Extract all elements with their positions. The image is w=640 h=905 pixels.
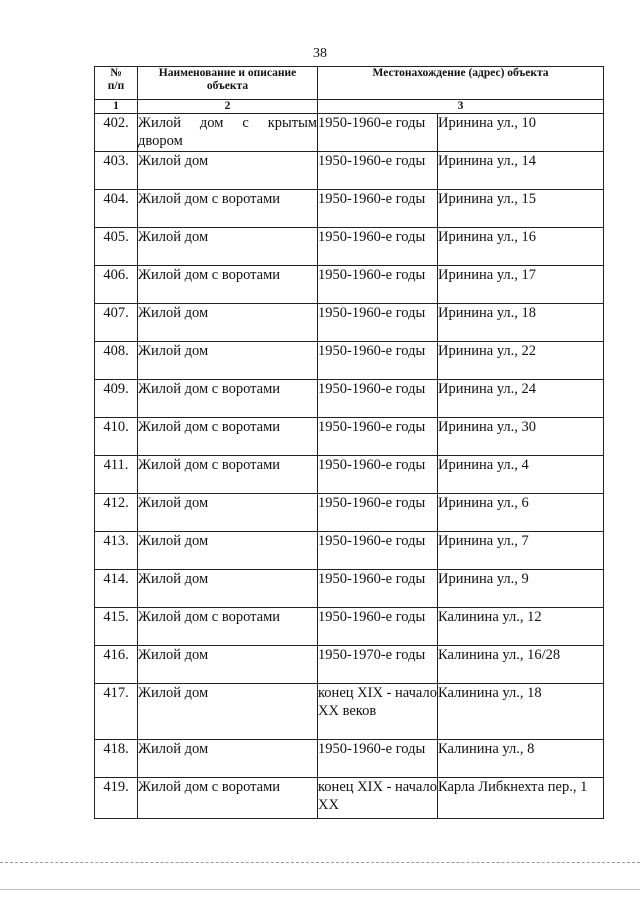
object-date: 1950-1960-е годы [318, 152, 438, 190]
object-date: 1950-1960-е годы [318, 532, 438, 570]
object-date: 1950-1960-е годы [318, 266, 438, 304]
table-row [95, 646, 604, 684]
object-name: Жилой дом [138, 740, 318, 778]
object-date: 1950-1960-е годы [318, 570, 438, 608]
header-col-name: Наименование и описание объекта [138, 67, 318, 100]
object-name: Жилой дом с крытым двором [138, 114, 318, 152]
object-name: Жилой дом с воротами [138, 608, 318, 646]
object-name: Жилой дом [138, 684, 318, 740]
table-row [95, 608, 604, 646]
table-row [95, 304, 604, 342]
object-address: Калинина ул., 12 [438, 608, 604, 646]
table-row [95, 684, 604, 740]
object-name: Жилой дом с воротами [138, 190, 318, 228]
row-number: 403. [95, 152, 138, 190]
object-address: Иринина ул., 22 [438, 342, 604, 380]
column-number-1: 1 [95, 100, 138, 114]
row-number: 409. [95, 380, 138, 418]
object-address: Карла Либкнехта пер., 1 [438, 778, 604, 819]
object-address: Иринина ул., 14 [438, 152, 604, 190]
object-address: Калинина ул., 16/28 [438, 646, 604, 684]
object-name: Жилой дом [138, 570, 318, 608]
object-date: 1950-1960-е годы [318, 740, 438, 778]
object-date: 1950-1960-е годы [318, 190, 438, 228]
row-number: 404. [95, 190, 138, 228]
row-number: 410. [95, 418, 138, 456]
scan-edge-line [0, 862, 640, 863]
object-date: 1950-1960-е годы [318, 304, 438, 342]
object-date: 1950-1960-е годы [318, 380, 438, 418]
row-number: 402. [95, 114, 138, 152]
object-name: Жилой дом с воротами [138, 266, 318, 304]
row-number: 417. [95, 684, 138, 740]
object-date: 1950-1960-е годы [318, 494, 438, 532]
table-row [95, 114, 604, 152]
table-row [95, 266, 604, 304]
object-address: Иринина ул., 16 [438, 228, 604, 266]
row-number: 407. [95, 304, 138, 342]
scan-edge-line [0, 889, 640, 890]
row-number: 415. [95, 608, 138, 646]
column-number-2: 2 [138, 100, 318, 114]
object-name: Жилой дом с воротами [138, 418, 318, 456]
object-address: Иринина ул., 17 [438, 266, 604, 304]
row-number: 412. [95, 494, 138, 532]
table-row [95, 380, 604, 418]
table-row [95, 494, 604, 532]
object-date: 1950-1970-е годы [318, 646, 438, 684]
object-date: 1950-1960-е годы [318, 114, 438, 152]
object-address: Иринина ул., 15 [438, 190, 604, 228]
object-date: 1950-1960-е годы [318, 456, 438, 494]
object-name: Жилой дом [138, 494, 318, 532]
object-date: 1950-1960-е годы [318, 342, 438, 380]
table-row [95, 532, 604, 570]
header-row [95, 67, 604, 100]
object-name: Жилой дом с воротами [138, 456, 318, 494]
object-address: Иринина ул., 6 [438, 494, 604, 532]
column-number-3: 3 [318, 100, 604, 114]
table-row [95, 778, 604, 819]
object-name: Жилой дом [138, 228, 318, 266]
object-address: Иринина ул., 24 [438, 380, 604, 418]
row-number: 405. [95, 228, 138, 266]
object-address: Иринина ул., 10 [438, 114, 604, 152]
table-row [95, 190, 604, 228]
object-address: Иринина ул., 30 [438, 418, 604, 456]
object-name: Жилой дом [138, 532, 318, 570]
page-number: 38 [313, 46, 327, 61]
object-address: Калинина ул., 18 [438, 684, 604, 740]
object-name: Жилой дом [138, 342, 318, 380]
object-date: 1950-1960-е годы [318, 608, 438, 646]
header-col-num: № п/п [95, 67, 138, 100]
object-date: 1950-1960-е годы [318, 228, 438, 266]
table-row [95, 570, 604, 608]
object-address: Иринина ул., 4 [438, 456, 604, 494]
row-number: 408. [95, 342, 138, 380]
object-name: Жилой дом [138, 304, 318, 342]
row-number: 406. [95, 266, 138, 304]
object-date: 1950-1960-е годы [318, 418, 438, 456]
object-name: Жилой дом с воротами [138, 380, 318, 418]
object-address: Иринина ул., 7 [438, 532, 604, 570]
object-address: Иринина ул., 9 [438, 570, 604, 608]
row-number: 416. [95, 646, 138, 684]
table-row [95, 228, 604, 266]
table-row [95, 740, 604, 778]
table-row [95, 342, 604, 380]
object-name: Жилой дом [138, 646, 318, 684]
object-address: Иринина ул., 18 [438, 304, 604, 342]
object-name: Жилой дом [138, 152, 318, 190]
table-row [95, 418, 604, 456]
row-number: 414. [95, 570, 138, 608]
table-row [95, 456, 604, 494]
column-number-row [95, 100, 604, 114]
row-number: 419. [95, 778, 138, 819]
row-number: 413. [95, 532, 138, 570]
registry-table [94, 66, 604, 819]
object-address: Калинина ул., 8 [438, 740, 604, 778]
row-number: 418. [95, 740, 138, 778]
table-body [95, 114, 604, 819]
header-col-location: Местонахождение (адрес) объекта [318, 67, 604, 100]
row-number: 411. [95, 456, 138, 494]
table-row [95, 152, 604, 190]
object-date: конец XIX - начало XX веков [318, 684, 438, 740]
object-date: конец XIX - начало XX [318, 778, 438, 819]
object-name: Жилой дом с воротами [138, 778, 318, 819]
